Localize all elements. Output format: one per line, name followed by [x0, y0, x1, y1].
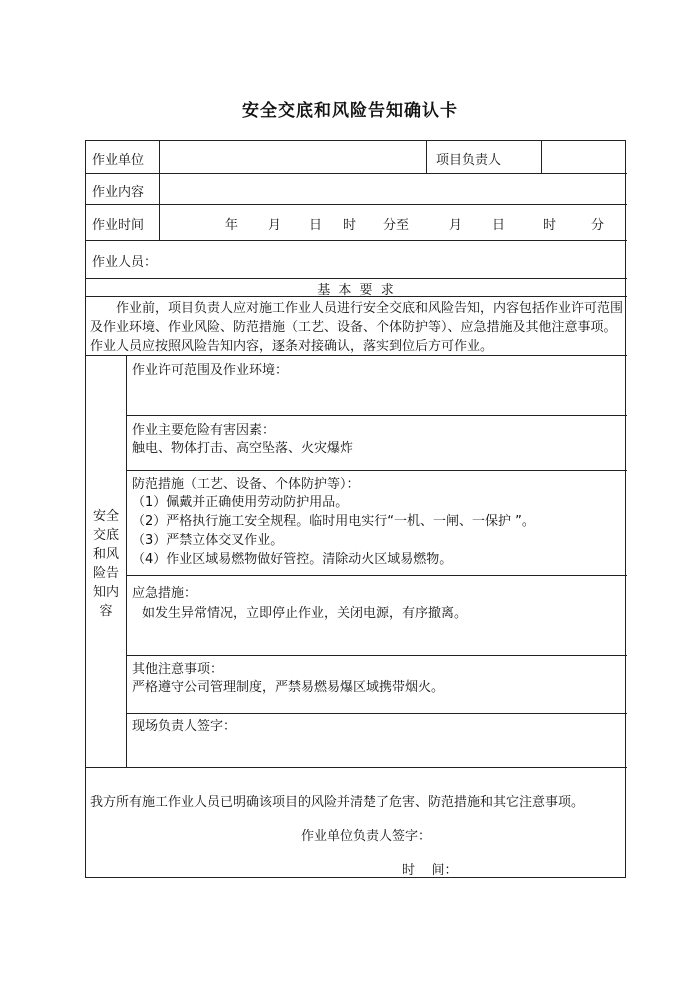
measure-item: （1）佩戴并正确使用劳动防护用品。	[132, 495, 349, 510]
unit-leader-sign-label: 作业单位负责人签字：	[301, 829, 432, 844]
row-divider	[126, 415, 627, 416]
time-part-hour: 时	[343, 218, 357, 233]
site-sign-area[interactable]	[236, 715, 616, 763]
time-part-day: 日	[309, 218, 323, 233]
personnel-label: 作业人员：	[92, 255, 158, 270]
row-divider	[86, 204, 627, 205]
measure-item: （4）作业区域易燃物做好管控。清除动火区域易燃物。	[132, 552, 453, 567]
row-divider	[86, 767, 627, 768]
measure-item: （2）严格执行施工安全规程。临时用电实行“一机、一闸、一保护 ”。	[132, 514, 535, 529]
unit-input-area[interactable]	[160, 142, 426, 173]
leader-input-area[interactable]	[542, 142, 626, 173]
row-divider	[126, 655, 627, 656]
confirmation-card-table	[85, 140, 626, 878]
measure-item: （3）严禁立体交叉作业。	[132, 533, 284, 548]
time-part-month: 月	[268, 218, 282, 233]
time-part-minute-to: 分至	[383, 218, 410, 233]
col-divider	[126, 355, 127, 767]
document-title: 安全交底和风险告知确认卡	[242, 101, 458, 121]
content-input-area[interactable]	[160, 174, 626, 204]
row-divider	[86, 240, 627, 241]
content-label: 作业内容	[92, 185, 145, 200]
side-label: 安全交底和风险告知内容	[92, 509, 119, 619]
site-sign-label: 现场负责人签字：	[132, 719, 237, 734]
other-text: 严格遵守公司管理制度，严禁易燃易爆区域携带烟火。	[132, 680, 445, 695]
other-label: 其他注意事项：	[132, 662, 224, 677]
row-divider	[126, 575, 627, 576]
unit-label: 作业单位	[92, 153, 145, 168]
requirements-text: 作业前，项目负责人应对施工作业人员进行安全交底和风险告知，内容包括作业许可范围及作业环境、作业风险、防范措施（工艺、设备、个体防护等）、应急措施及其他注意事项。作业人员应按照风险告知内容，逐条对接确认，落实到位后方可作业。	[90, 301, 624, 354]
measures-label: 防范措施（工艺、设备、个体防护等）：	[132, 477, 360, 492]
time-part-month-end: 月	[449, 218, 463, 233]
emergency-label: 应急措施：	[132, 586, 198, 601]
scope-label: 作业许可范围及作业环境：	[132, 363, 289, 378]
row-divider	[126, 470, 627, 471]
emergency-text: 如发生异常情况，立即停止作业，关闭电源，有序撤离。	[142, 606, 468, 621]
col-divider	[426, 141, 427, 173]
requirements-header: 基 本 要 求	[317, 283, 396, 298]
hazards-text: 触电、物体打击、高空坠落、火灾爆炸	[132, 441, 354, 456]
time-part-minute-end: 分	[591, 218, 605, 233]
row-divider	[126, 713, 627, 714]
leader-label: 项目负责人	[436, 153, 502, 168]
time-part-hour-end: 时	[543, 218, 557, 233]
time-label: 作业时间	[92, 218, 145, 233]
time-part-day-end: 日	[492, 218, 506, 233]
confirmation-text: 我方所有施工作业人员已明确该项目的风险并清楚了危害、防范措施和其它注意事项。	[90, 795, 585, 810]
time-part-year: 年	[225, 218, 239, 233]
hazards-label: 作业主要危险有害因素：	[132, 423, 276, 438]
sign-time-label: 时 间：	[402, 863, 458, 878]
